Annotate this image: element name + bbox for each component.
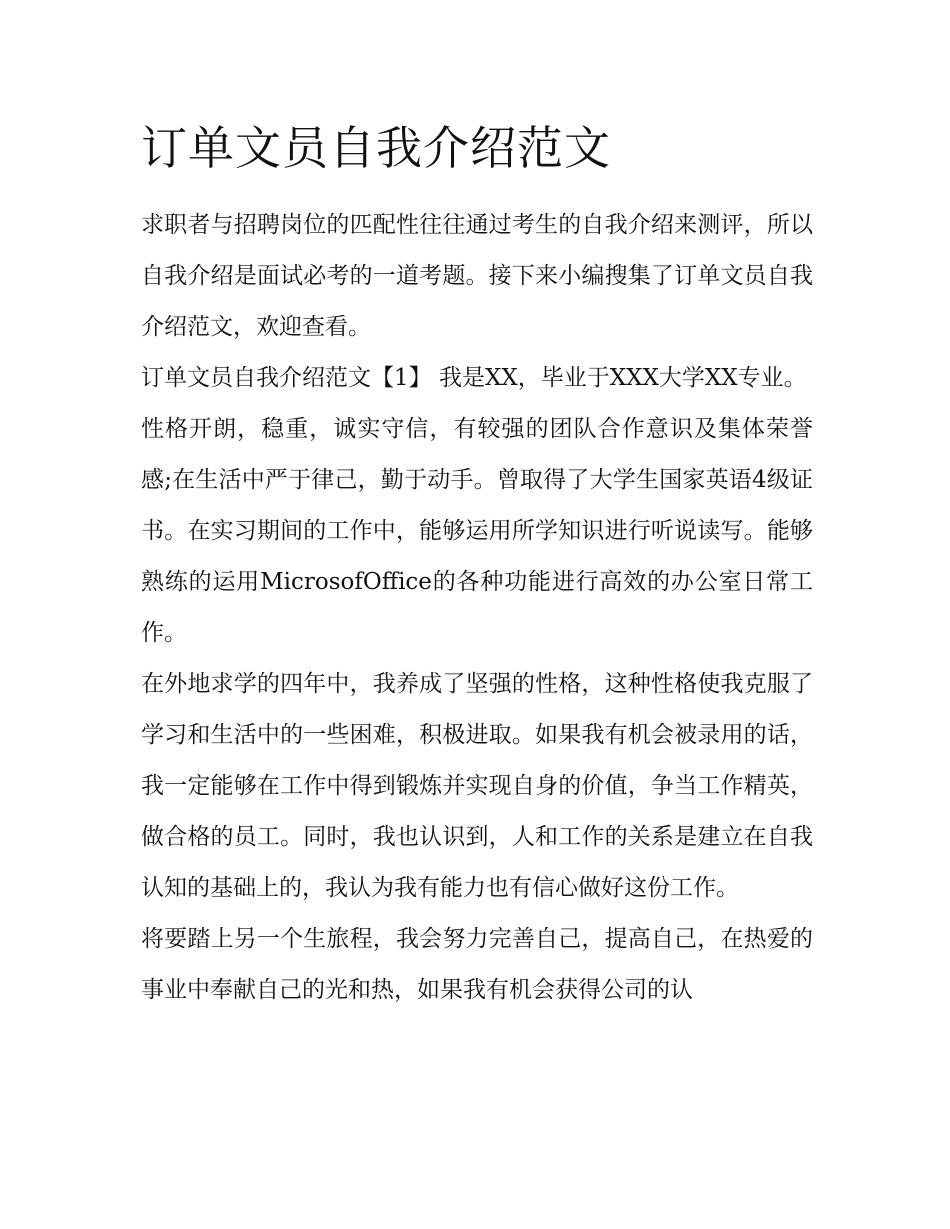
document-title: 订单文员自我介绍范文	[141, 121, 611, 175]
paragraph-personality: 性格开朗，稳重，诚实守信，有较强的团队合作意识及集体荣誉感;在生活中严于律己，勤于动手。曾取得了大学生国家英语4级证书。在实习期间的工作中，能够运用所学知识进行听说读写。能够熟练的运用MicrosofOffice的各种功能进行高效的办公室日常工作。	[141, 416, 813, 646]
paragraph-future: 将要踏上另一个生旅程，我会努力完善自己，提高自己，在热爱的事业中奉献自己的光和热，如果我有机会获得公司的认	[141, 926, 813, 1003]
document-body	[141, 118, 813, 1016]
paragraph-intro: 求职者与招聘岗位的匹配性往往通过考生的自我介绍来测评，所以自我介绍是面试必考的一道考题。接下来小编搜集了订单文员自我介绍范文，欢迎查看。	[141, 212, 813, 340]
paragraph-study-experience: 在外地求学的四年中，我养成了坚强的性格，这种性格使我克服了学习和生活中的一些困难，积极进取。如果我有机会被录用的话，我一定能够在工作中得到锻炼并实现自身的价值，争当工作精英，做合格的员工。同时，我也认识到，人和工作的关系是建立在自我认知的基础上的，我认为我有能力也有信心做好这份工作。	[141, 671, 813, 901]
paragraph-sample-1-heading: 订单文员自我介绍范文【1】 我是XX，毕业于XXX大学XX专业。	[141, 365, 807, 391]
